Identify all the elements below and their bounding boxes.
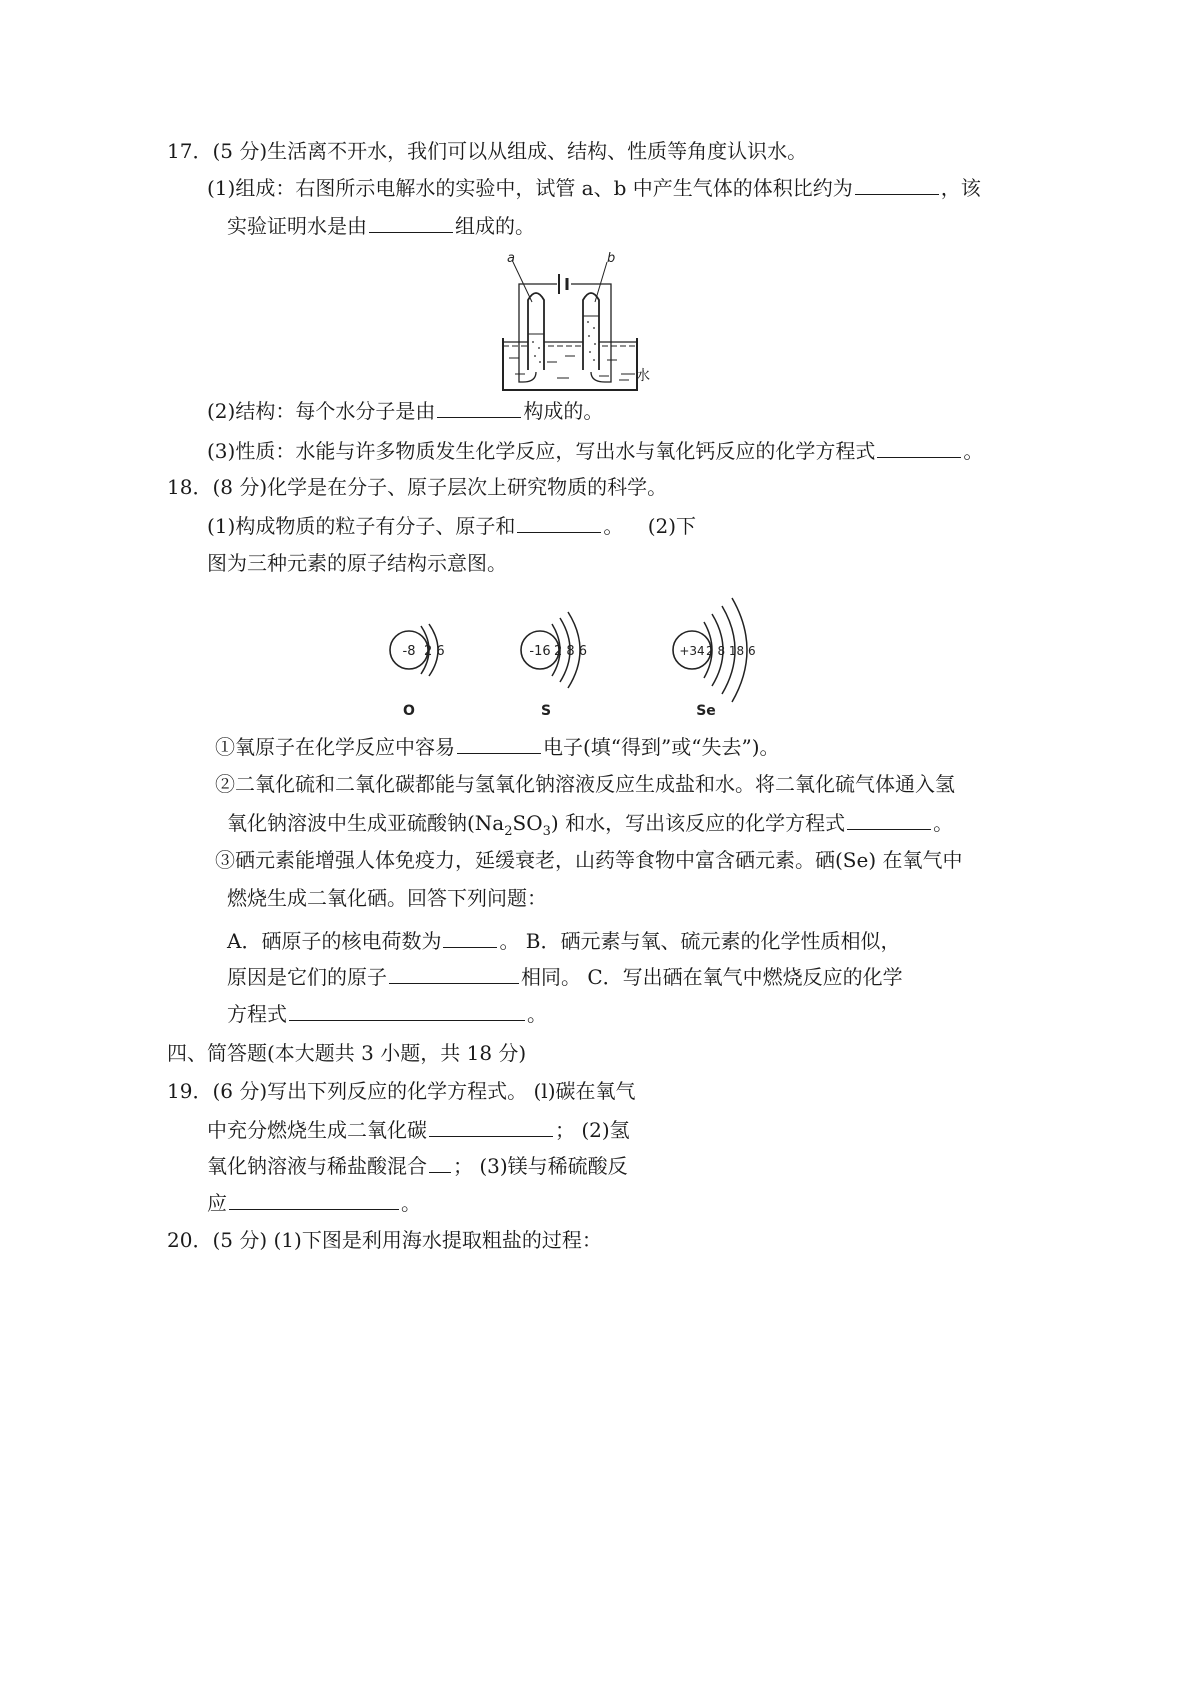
q18-sub3-line2: 燃烧生成二氧化硒。回答下列问题：: [227, 886, 547, 910]
q18-sub3-line1: ③硒元素能增强人体免疫力，延缓衰老，山药等食物中富含硒元素。硒(Se) 在氧气中: [215, 848, 963, 872]
answer-blank[interactable]: [289, 1000, 525, 1021]
q18-part2: 图为三种元素的原子结构示意图。: [207, 551, 507, 575]
q19-line2: 中充分燃烧生成二氧化碳 ； (2)氢: [207, 1118, 630, 1142]
answer-blank[interactable]: [517, 512, 601, 533]
oxygen-shells: 2 6: [424, 644, 445, 659]
answer-blank[interactable]: [847, 809, 931, 830]
answer-blank[interactable]: [443, 927, 497, 948]
tube-a-label: a: [507, 251, 515, 266]
q17-part1-line2: 实验证明水是由 组成的。: [227, 214, 535, 238]
sulfur-shells: 2 8 6: [554, 644, 588, 659]
q17-title: 17．(5 分)生活离不开水，我们可以从组成、结构、性质等角度认识水。: [167, 139, 808, 163]
q17-part1-line1: (1)组成：右图所示电解水的实验中，试管 a、b 中产生气体的体积比约为 ，该: [207, 176, 981, 200]
tube-b-label: b: [607, 251, 616, 266]
electrolysis-diagram: [495, 250, 665, 400]
answer-blank[interactable]: [437, 397, 521, 418]
section-heading: 四、简答题(本大题共 3 小题，共 18 分): [167, 1041, 527, 1065]
q18-part1: (1)构成物质的粒子有分子、原子和 。 (2)下: [207, 514, 697, 538]
q19-line1: 19．(6 分)写出下列反应的化学方程式。 (l)碳在氧气: [167, 1079, 636, 1103]
water-label: 水: [636, 368, 650, 384]
answer-blank[interactable]: [457, 733, 541, 754]
q18-sub3-line4: 原因是它们的原子 相同。 C．写出硒在氧气中燃烧反应的化学: [227, 965, 903, 989]
oxygen-symbol: O: [403, 703, 415, 719]
q18-sub2-line2: 氧化钠溶波中生成亚硫酸钠$(Na_2SO_3)$ 和水，写出该反应的化学方程式 。: [227, 811, 954, 839]
answer-blank[interactable]: [389, 963, 519, 984]
q18-sub3-line3: A．硒原子的核电荷数为 。 B．硒元素与氧、硫元素的化学性质相似，: [227, 929, 901, 953]
atom-structure-diagrams: [380, 590, 780, 725]
q18-sub2-line1: ②二氧化硫和二氧化碳都能与氢氧化钠溶液反应生成盐和水。将二氧化硫气体通入氢: [215, 772, 955, 796]
answer-blank[interactable]: [229, 1189, 399, 1210]
sulfur-symbol: S: [540, 703, 552, 719]
selenium-symbol: Se: [696, 703, 716, 719]
answer-blank[interactable]: [369, 212, 453, 233]
selenium-nucleus: +34: [679, 644, 705, 658]
answer-blank[interactable]: [429, 1116, 553, 1137]
oxygen-nucleus: -8: [402, 644, 416, 659]
q18-sub3-line5: 方程式 。: [227, 1002, 547, 1026]
q18-title: 18．(8 分)化学是在分子、原子层次上研究物质的科学。: [167, 475, 668, 499]
q17-part3: (3)性质：水能与许多物质发生化学反应，写出水与氧化钙反应的化学方程式 。: [207, 439, 984, 463]
answer-blank[interactable]: [877, 437, 961, 458]
q19-line4: 应 。: [207, 1191, 421, 1215]
q18-sub1: ①氧原子在化学反应中容易 电子(填“得到”或“失去”)。: [215, 735, 780, 759]
sulfur-nucleus: -16: [529, 644, 551, 659]
answer-blank[interactable]: [855, 174, 939, 195]
answer-blank[interactable]: [429, 1152, 451, 1173]
q19-line3: 氧化钠溶液与稀盐酸混合 ； (3)镁与稀硫酸反: [207, 1154, 628, 1178]
q20-title: 20．(5 分) (1)下图是利用海水提取粗盐的过程：: [167, 1228, 602, 1252]
q17-part2: (2)结构：每个水分子是由 构成的。: [207, 399, 604, 423]
selenium-shells: 2 8 18 6: [706, 644, 756, 658]
